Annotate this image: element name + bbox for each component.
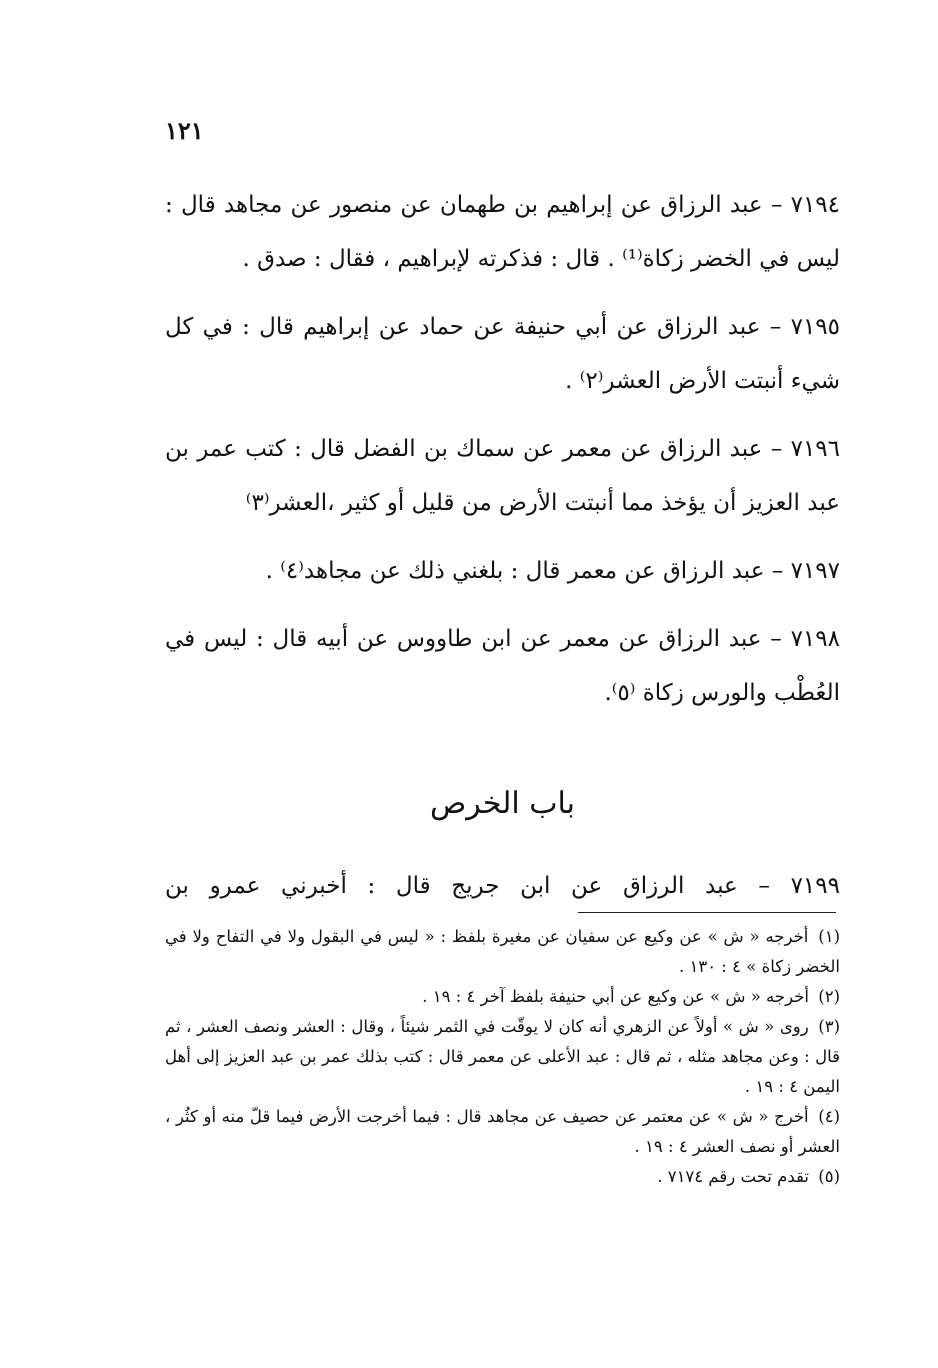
paragraph-text: – عبد الرزاق عن إبراهيم بن طهمان عن منصور عن مجاهد قال : ليس في الخضر زكاة⁽¹⁾ . قال : فذكرته لإبراهيم ، فقال : صدق . (165, 192, 840, 272)
footnotes (165, 922, 840, 1192)
paragraph-number: ٧١٩٦ (790, 436, 841, 462)
paragraph-number: ٧١٩٩ (790, 873, 840, 899)
paragraph-number: ٧١٩٧ (790, 558, 840, 584)
paragraph-text: – عبد الرزاق عن معمر عن سماك بن الفضل قال : كتب عمر بن عبد العزيز أن يؤخذ مما أنبتت الأرض من قليل أو كثير ،العشر⁽٣⁾ (165, 436, 840, 516)
footnote-text: روى « ش » أولاً عن الزهري أنه كان لا يوقّت في الثمر شيئاً ، وقال : العشر ونصف العشر ، ثم قال : وعن مجاهد مثله ، ثم قال : عبد الأعلى عن معمر قال : كتب بذلك عمر بن عبد العزيز إلى أهل اليمن ٤ : ١٩ . (165, 1017, 840, 1096)
footnote-text: أخرجه « ش » عن وكيع عن أبي حنيفة بلفظ آخر ٤ : ١٩ . (422, 987, 809, 1006)
footnote-3 (165, 1012, 840, 1102)
paragraph-text: – عبد الرزاق عن ابن جريج قال : أخبرني عمرو بن (165, 873, 770, 899)
paragraph-text: – عبد الرزاق عن معمر قال : بلغني ذلك عن مجاهد⁽٤⁾ . (265, 558, 784, 584)
main-text (165, 178, 840, 734)
section-heading: باب الخرص (430, 786, 575, 821)
paragraph-7199 (165, 864, 840, 908)
footnote-2 (165, 982, 840, 1012)
paragraph-7195 (165, 300, 840, 408)
footnote-text: أخرجه « ش » عن وكيع عن سفيان عن مغيرة بلفظ : « ليس في البقول ولا في التفاح ولا في الخضر زكاة » ٤ : ١٣٠ . (165, 927, 840, 976)
footnote-number: (٥) (818, 1167, 840, 1186)
footnote-text: تقدم تحت رقم ٧١٧٤ . (657, 1167, 809, 1186)
footnote-number: (١) (818, 927, 840, 946)
paragraph-7198 (165, 612, 840, 720)
paragraph-number: ٧١٩٨ (790, 626, 840, 652)
footnote-number: (٤) (818, 1107, 840, 1126)
footnote-4 (165, 1102, 840, 1162)
page-number: ١٢١ (165, 116, 204, 145)
paragraph-7194 (165, 178, 840, 286)
footnote-number: (٢) (818, 987, 840, 1006)
footnote-1 (165, 922, 840, 982)
footnote-number: (٣) (818, 1017, 840, 1036)
paragraph-7197 (165, 544, 840, 598)
footnote-5 (165, 1162, 840, 1192)
footnote-separator (578, 912, 836, 913)
footnote-text: أخرج « ش » عن معتمر عن حصيف عن مجاهد قال : فيما أخرجت الأرض فيما قلّ منه أو كثُر ، العشر أو نصف العشر ٤ : ١٩ . (165, 1107, 840, 1156)
paragraph-text: – عبد الرزاق عن أبي حنيفة عن حماد عن إبراهيم قال : في كل شيء أنبتت الأرض العشر⁽٢⁾ . (165, 314, 840, 394)
paragraph-text: – عبد الرزاق عن معمر عن ابن طاووس عن أبيه قال : ليس في العُطْب والورس زكاة ⁽٥⁾. (165, 626, 840, 706)
paragraph-number: ٧١٩٥ (790, 314, 841, 340)
paragraph-7196 (165, 422, 840, 530)
paragraph-number: ٧١٩٤ (790, 192, 841, 218)
